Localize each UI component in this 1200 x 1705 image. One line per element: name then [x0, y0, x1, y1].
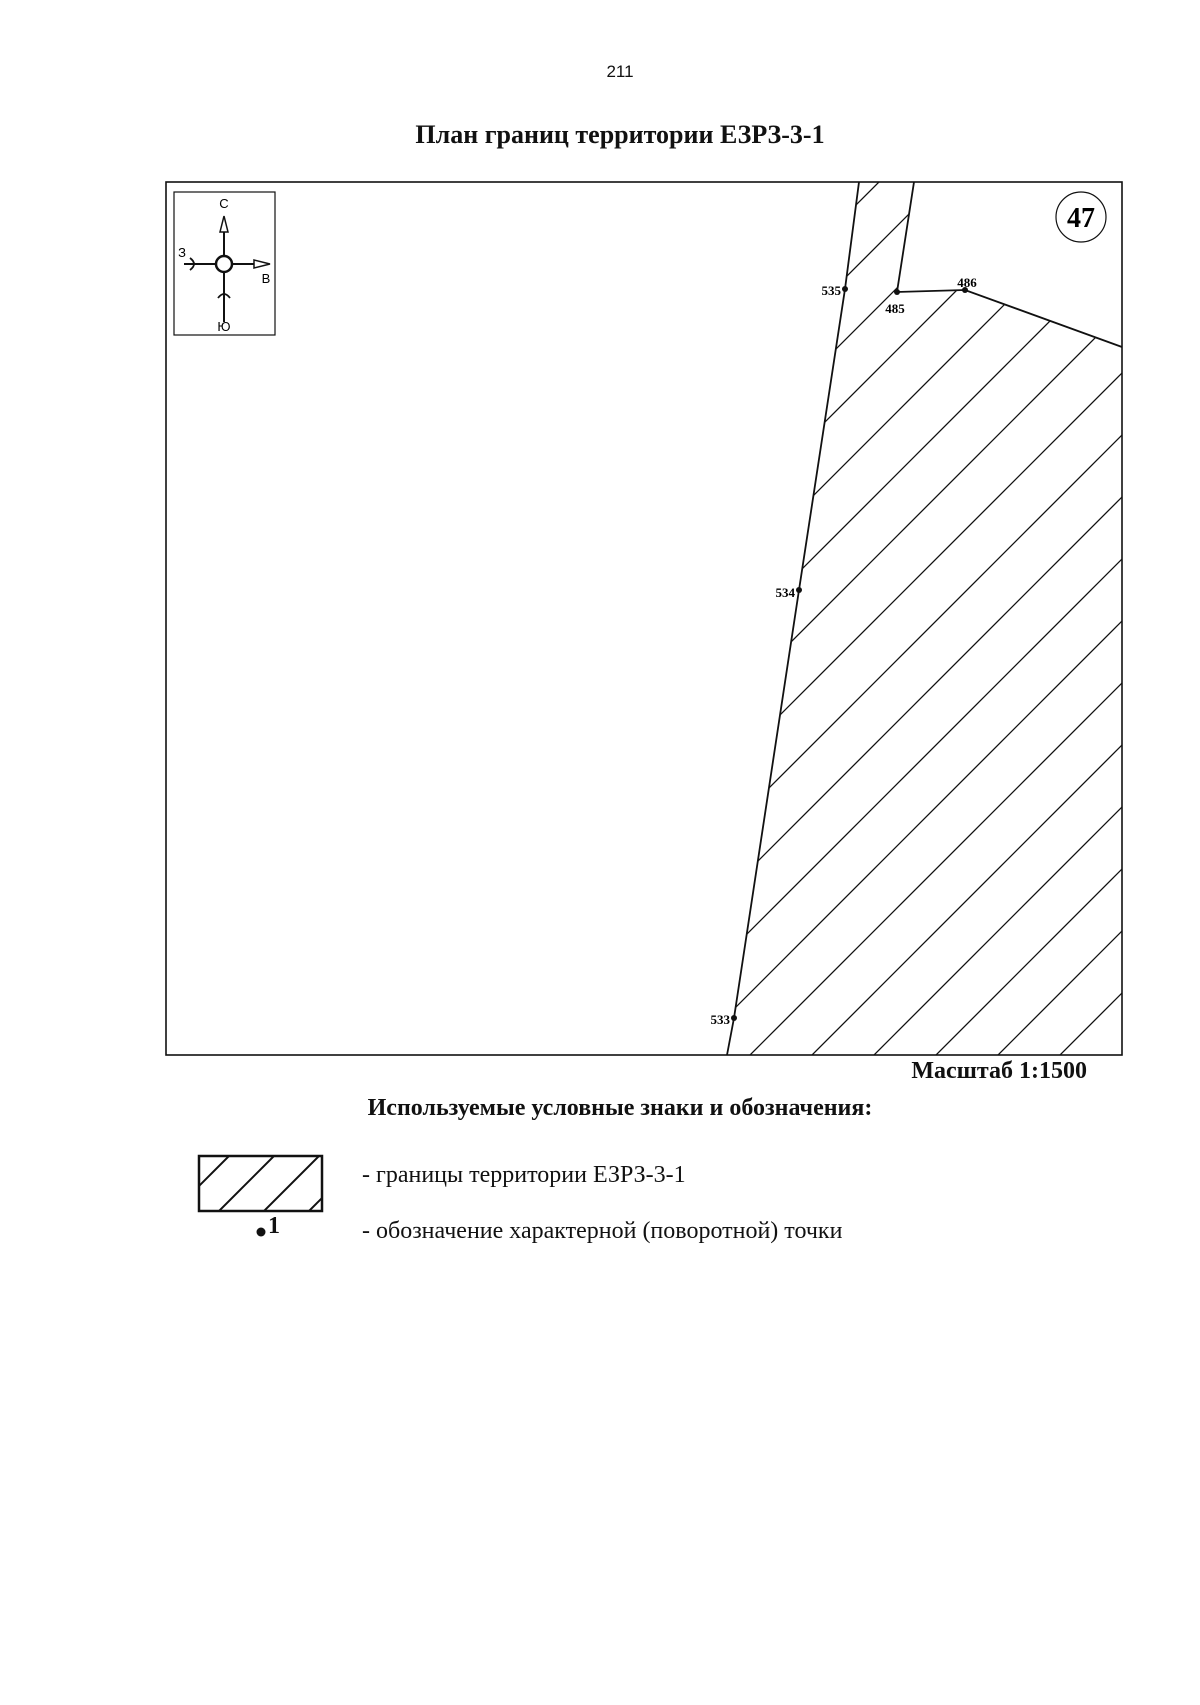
compass-rose [174, 192, 275, 335]
legend-item-territory: - границы территории ЕЗРЗ-3-1 [362, 1162, 686, 1188]
hatch-line [0, 175, 762, 1060]
hatch-line [373, 175, 1200, 1060]
hatch-line [807, 175, 1200, 1060]
hatch-line [745, 175, 1200, 1060]
hatch-line [993, 175, 1200, 1060]
svg-text:485: 485 [885, 301, 905, 316]
sheet-number-badge [1056, 192, 1106, 242]
compass-east-label: В [261, 271, 271, 286]
map-frame [166, 182, 1122, 1055]
hatch-line [1055, 175, 1200, 1060]
hatch-line [0, 175, 824, 1060]
hatch-line [869, 175, 1200, 1060]
hatch-line [1117, 175, 1200, 1060]
legend-point-symbol [257, 1228, 266, 1237]
svg-text:534: 534 [775, 585, 795, 600]
legend-heading: Используемые условные знаки и обозначения: [367, 1095, 873, 1121]
point-485 [885, 289, 905, 316]
hatch-line [559, 175, 1200, 1060]
svg-text:533: 533 [710, 1012, 730, 1027]
hatch-line [621, 175, 1200, 1060]
hatch-line [0, 175, 700, 1060]
map-scale: Масштаб 1:1500 [911, 1058, 1087, 1084]
hatch-line [931, 175, 1200, 1060]
legend-item-point: - обозначение характерной (поворотной) точки [362, 1218, 843, 1244]
compass-south-label: Ю [217, 319, 231, 334]
svg-text:486: 486 [957, 275, 977, 290]
compass-north-label: С [219, 196, 229, 211]
legend-point-label: 1 [268, 1213, 280, 1239]
territory-hatching [0, 175, 1200, 1060]
svg-text:535: 535 [821, 283, 841, 298]
sheet-number: 47 [1067, 203, 1095, 234]
page-number: 211 [606, 62, 634, 81]
legend-hatch-symbol [125, 1150, 370, 1215]
hatch-line [435, 175, 1200, 1060]
compass-west-label: З [178, 245, 186, 260]
hatch-line [125, 1150, 190, 1215]
hatch-line [497, 175, 1200, 1060]
territory-boundary [727, 182, 859, 1055]
page-title: План границ территории ЕЗРЗ-3-1 [415, 120, 825, 149]
